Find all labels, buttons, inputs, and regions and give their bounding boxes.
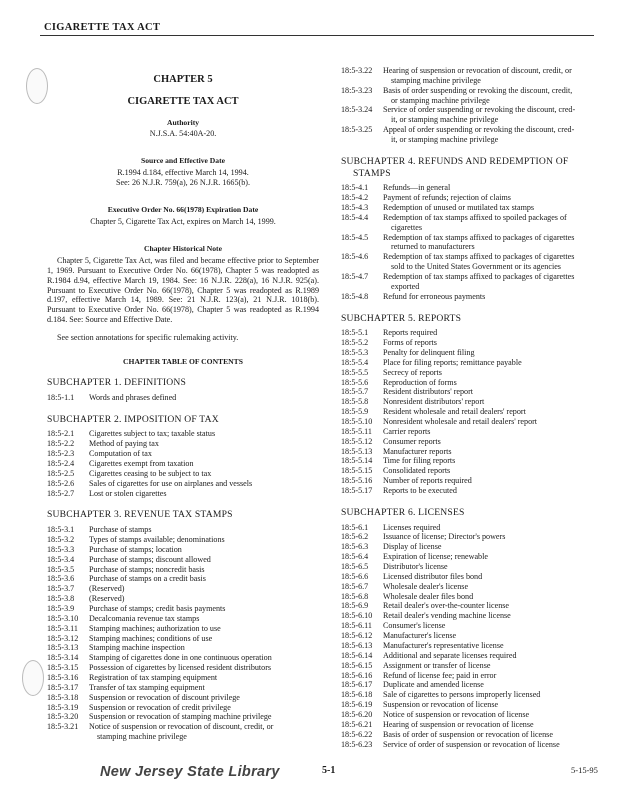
section-title: Nonresident distributors' report [383, 397, 485, 407]
toc-entry [47, 469, 319, 479]
section-number: 18:5-3.14 [47, 653, 79, 663]
toc-entry [341, 661, 603, 671]
source-line: R.1994 d.184, effective March 14, 1994. [117, 167, 249, 177]
section-number: 18:5-6.12 [341, 631, 373, 641]
section-number: 18:5-4.5 [341, 232, 369, 242]
section-title: Manufacturer's license [383, 631, 457, 641]
toc-entry [341, 552, 603, 562]
section-title: Method of paying tax [89, 439, 159, 449]
section-number: 18:5-4.6 [341, 252, 369, 262]
section-title: Suspension or revocation of stamping machine privilege [89, 712, 272, 722]
section-title: Wholesale dealer's license [383, 581, 469, 591]
toc-entry [47, 393, 319, 403]
section-number: 18:5-6.23 [341, 739, 373, 749]
section-number: 18:5-5.7 [341, 387, 369, 397]
section-number: 18:5-2.5 [47, 468, 75, 478]
section-title: Computation of tax [89, 449, 152, 459]
section-title: Redemption of tax stamps affixed to packages of cigarettes exported [381, 272, 603, 292]
section-number: 18:5-1.1 [47, 392, 75, 402]
section-number: 18:5-5.4 [341, 357, 369, 367]
section-number: 18:5-5.9 [341, 407, 369, 417]
toc-entry [47, 712, 319, 722]
toc-entry [341, 348, 603, 358]
right-toc [341, 156, 603, 750]
section-title: Suspension or revocation of license [383, 700, 499, 710]
subchapter-heading: SUBCHAPTER 5. REPORTS [341, 312, 462, 324]
toc-entry-continuation: stamping machine privilege [97, 732, 187, 742]
toc-entry [341, 572, 603, 582]
section-number: 18:5-6.14 [341, 650, 373, 660]
section-number: 18:5-2.4 [47, 459, 75, 468]
section-title: Refund of license fee; paid in error [383, 670, 497, 680]
toc-entry [47, 449, 319, 459]
section-title: Time for filing reports [383, 456, 456, 466]
section-title: Suspension or revocation of discount privilege [89, 692, 240, 702]
authority-text: N.J.S.A. 54:40A-20. [149, 128, 217, 138]
section-number: 18:5-3.21 [47, 722, 79, 732]
toc-entry [341, 542, 603, 552]
source-heading: Source and Effective Date [140, 155, 225, 165]
toc-entry [341, 740, 603, 750]
toc-entry [341, 66, 603, 86]
section-title: Assignment or transfer of license [383, 660, 491, 670]
section-number: 18:5-3.8 [47, 594, 75, 604]
toc-entry [47, 663, 319, 673]
section-title: Reports required [383, 328, 438, 338]
section-number: 18:5-6.5 [341, 562, 369, 572]
section-title: Reproduction of forms [383, 377, 457, 387]
section-number: 18:5-5.3 [341, 348, 369, 358]
section-number: 18:5-5.12 [341, 436, 373, 446]
toc-entry [341, 582, 603, 592]
left-toc [47, 377, 319, 742]
chapter-title: CIGARETTE TAX ACT [127, 95, 239, 107]
library-stamp: New Jersey State Library [100, 764, 280, 780]
section-title: Purchase of stamps [89, 525, 152, 535]
right-column [341, 66, 603, 749]
toc-entry [47, 459, 319, 469]
toc-entry [341, 193, 603, 203]
toc-entry-continuation: it, or stamping machine privilege [391, 115, 499, 125]
right-toc-continued [341, 66, 603, 145]
section-number: 18:5-3.7 [47, 584, 75, 594]
section-number: 18:5-3.5 [47, 564, 75, 574]
section-number: 18:5-6.13 [341, 640, 373, 650]
section-title: Stamping of cigarettes done in one continuous operation [89, 653, 272, 663]
section-number: 18:5-5.16 [341, 476, 373, 486]
section-title: Additional and separate licenses required [383, 650, 517, 660]
section-number: 18:5-3.4 [47, 554, 75, 564]
history-text: Chapter 5, Cigarette Tax Act, was filed and became effective prior to September 1, 1969. Pursuant to Executive Order No. 66(1978), Chapter 5 was readopted as R.1984 d.94, effective March 19, 1984. See: 16 N.J.R. 228(a), 16 N.J.R. 925(a). Pursuant to Executive Order No. 66(1978), Chapter 5 was readopted as R.1989 d.197, effective March 14, 1989. See: 21 N.J.R. 123(a), 21 N.J.R. 1018(b). Pursuant to Executive Order No. 66(1978), Chapter 5 was readopted as R.1994 d.184. See: Source and Effective Date. [47, 256, 319, 325]
toc-entry [341, 252, 603, 272]
subchapter-heading: SUBCHAPTER 3. REVENUE TAX STAMPS [47, 509, 233, 521]
toc-entry [47, 673, 319, 683]
section-title: Forms of reports [383, 338, 437, 348]
toc-entry [341, 562, 603, 572]
section-title: Licensed distributor files bond [383, 571, 483, 581]
toc-entry [341, 680, 603, 690]
section-title: Carrier reports [383, 426, 431, 436]
section-title: Refunds—in general [383, 183, 451, 193]
section-number: 18:5-6.16 [341, 670, 373, 680]
section-number: 18:5-4.4 [341, 212, 369, 222]
section-title: Purchase of stamps; location [89, 544, 182, 554]
section-number: 18:5-2.7 [47, 488, 75, 498]
subchapter-heading: SUBCHAPTER 2. IMPOSITION OF TAX [47, 413, 219, 425]
toc-entry [341, 292, 603, 302]
section-number: 18:5-6.19 [341, 700, 373, 710]
section-title: Duplicate and amended license [383, 680, 484, 690]
toc-entry [341, 466, 603, 476]
section-number: 18:5-3.9 [47, 604, 75, 614]
section-number: 18:5-6.1 [341, 522, 369, 532]
toc-entry [341, 183, 603, 193]
section-number: 18:5-3.18 [47, 692, 79, 702]
section-title: Secrecy of reports [383, 367, 442, 377]
section-number: 18:5-3.12 [47, 633, 79, 643]
toc-entry [47, 584, 319, 594]
toc-entry-continuation: or stamping machine privilege [391, 95, 490, 105]
section-title: (Reserved) [89, 594, 125, 604]
section-number: 18:5-5.6 [341, 377, 369, 387]
section-number: 18:5-6.8 [341, 591, 369, 601]
section-title: Decalcomania revenue tax stamps [89, 613, 200, 623]
section-title: Display of license [383, 542, 442, 552]
left-column [47, 68, 319, 742]
section-number: 18:5-3.16 [47, 673, 79, 683]
section-title: Registration of tax stamping equipment [89, 673, 218, 683]
section-number: 18:5-3.13 [47, 643, 79, 653]
section-number: 18:5-5.15 [341, 466, 373, 476]
section-number: 18:5-6.3 [341, 542, 369, 552]
section-title: Place for filing reports; remittance payable [383, 357, 522, 367]
toc-entry [341, 611, 603, 621]
section-number: 18:5-5.5 [341, 367, 369, 377]
section-title: Sales of cigarettes for use on airplanes and vessels [89, 478, 253, 488]
section-number: 18:5-5.13 [341, 446, 373, 456]
section-number: 18:5-5.8 [341, 397, 369, 407]
section-number: 18:5-4.8 [341, 291, 369, 301]
section-number: 18:5-6.22 [341, 729, 373, 739]
section-title: Resident wholesale and retail dealers' report [383, 407, 526, 417]
source-line: See: 26 N.J.R. 759(a), 26 N.J.R. 1665(b). [116, 177, 250, 187]
toc-entry [341, 378, 603, 388]
toc-entry [341, 213, 603, 233]
section-title: Cigarettes ceasing to be subject to tax [89, 468, 212, 478]
section-title: Lost or stolen cigarettes [89, 488, 167, 498]
section-title: Retail dealer's over-the-counter license [383, 601, 510, 611]
history-heading: Chapter Historical Note [144, 243, 222, 253]
toc-entry [47, 545, 319, 555]
section-title: Stamping machines; conditions of use [89, 633, 213, 643]
toc-entry [341, 397, 603, 407]
section-number: 18:5-3.25 [341, 125, 373, 135]
toc-entry [341, 710, 603, 720]
toc-entry [341, 720, 603, 730]
section-number: 18:5-6.7 [341, 581, 369, 591]
toc-entry [341, 387, 603, 397]
toc-entry [341, 476, 603, 486]
section-number: 18:5-3.24 [341, 105, 373, 115]
section-number: 18:5-3.22 [341, 66, 373, 75]
section-number: 18:5-3.20 [47, 712, 79, 722]
toc-entry-continuation: returned to manufacturers [391, 242, 475, 252]
section-title: Wholesale dealer files bond [383, 591, 474, 601]
toc-entry [341, 690, 603, 700]
section-title: Hearing of suspension or revocation of discount, credit, or stamping machine privilege [381, 66, 603, 86]
toc-entry [341, 427, 603, 437]
section-title: Suspension or revocation of credit privilege [89, 702, 231, 712]
toc-entry [47, 535, 319, 545]
section-title: Stamping machine inspection [89, 643, 185, 653]
toc-entry [341, 272, 603, 292]
toc-entry [47, 624, 319, 634]
section-number: 18:5-2.1 [47, 429, 75, 439]
section-title: Transfer of tax stamping equipment [89, 682, 205, 692]
section-title: Types of stamps available; denominations [89, 535, 225, 544]
section-number: 18:5-3.3 [47, 544, 75, 554]
binder-hole [22, 660, 44, 696]
toc-entry [341, 671, 603, 681]
toc-entry [47, 634, 319, 644]
section-number: 18:5-2.6 [47, 478, 75, 488]
toc-entry [341, 532, 603, 542]
toc-entry [341, 486, 603, 496]
toc-entry [341, 523, 603, 533]
section-number: 18:5-3.19 [47, 702, 79, 712]
section-title: Licenses required [383, 522, 441, 532]
toc-entry [341, 447, 603, 457]
toc-entry [47, 594, 319, 604]
section-number: 18:5-3.23 [341, 85, 373, 95]
section-title: Purchase of stamps on a credit basis [89, 574, 206, 584]
section-title: Manufacturer reports [383, 446, 452, 456]
toc-entry [47, 479, 319, 489]
toc-entry [47, 693, 319, 703]
toc-entry [341, 437, 603, 447]
toc-entry [47, 703, 319, 713]
toc-entry [341, 358, 603, 368]
section-number: 18:5-5.17 [341, 486, 373, 496]
section-title: Redemption of unused or mutilated tax stamps [383, 203, 535, 212]
section-title: Payment of refunds; rejection of claims [383, 193, 511, 203]
toc-entry [341, 86, 603, 106]
section-title: Notice of suspension or revocation of discount, credit, or stamping machine privilege [87, 722, 319, 742]
section-title: Appeal of order suspending or revoking the discount, cred- it, or stamping machine privilege [381, 125, 603, 145]
toc-entry [341, 368, 603, 378]
subchapter-heading: SUBCHAPTER 6. LICENSES [341, 506, 465, 518]
section-title: (Reserved) [89, 584, 125, 594]
toc-entry [341, 338, 603, 348]
section-title: Issuance of license; Director's powers [383, 532, 506, 542]
section-number: 18:5-5.1 [341, 328, 369, 338]
section-number: 18:5-5.2 [341, 338, 369, 348]
section-number: 18:5-6.15 [341, 660, 373, 670]
section-title: Cigarettes exempt from taxation [89, 459, 194, 468]
toc-entry [341, 328, 603, 338]
section-number: 18:5-5.14 [341, 456, 373, 466]
toc-entry [341, 601, 603, 611]
section-number: 18:5-5.11 [341, 426, 372, 436]
section-title: Service of order of suspension or revocation of license [383, 739, 560, 749]
page-date: 5-15-95 [571, 765, 598, 775]
toc-entry [341, 641, 603, 651]
section-title: Refund for erroneous payments [383, 291, 486, 301]
section-number: 18:5-3.15 [47, 663, 79, 673]
section-number: 18:5-5.10 [341, 417, 373, 427]
chapter-number: CHAPTER 5 [153, 74, 213, 85]
section-number: 18:5-6.9 [341, 601, 369, 611]
section-number: 18:5-3.10 [47, 613, 79, 623]
section-title: Purchase of stamps; noncredit basis [89, 564, 205, 574]
toc-entry [341, 621, 603, 631]
section-title: Cigarettes subject to tax; taxable status [89, 429, 216, 439]
toc-entry-continuation: cigarettes [391, 222, 423, 232]
authority-heading: Authority [166, 117, 200, 127]
toc-entry [47, 683, 319, 693]
toc-entry-continuation: sold to the United States Government or its agencies [391, 262, 561, 272]
section-title: Consumer's license [383, 621, 446, 631]
toc-entry [341, 700, 603, 710]
toc-entry [47, 604, 319, 614]
section-title: Possession of cigarettes by licensed resident distributors [89, 663, 272, 673]
toc-entry-continuation: stamping machine privilege [391, 75, 481, 85]
section-number: 18:5-3.2 [47, 535, 75, 544]
toc-entry-continuation: exported [391, 281, 420, 291]
subchapter-heading-continuation: STAMPS [353, 167, 391, 179]
section-title: Sale of cigarettes to persons improperly licensed [383, 690, 541, 700]
section-title: Basis of order of suspension or revocation of license [383, 729, 553, 739]
section-number: 18:5-6.2 [341, 532, 369, 542]
section-title: Expiration of license; renewable [383, 552, 488, 562]
section-title: Manufacturer's representative license [383, 640, 504, 650]
toc-entry [47, 653, 319, 663]
toc-entry [47, 525, 319, 535]
section-number: 18:5-6.17 [341, 680, 373, 690]
toc-entry [341, 417, 603, 427]
section-number: 18:5-4.3 [341, 203, 369, 212]
section-title: Redemption of tax stamps affixed to spoiled packages of cigarettes [381, 213, 603, 233]
section-number: 18:5-6.11 [341, 621, 372, 631]
toc-entry [341, 105, 603, 125]
section-number: 18:5-3.11 [47, 623, 78, 633]
section-number: 18:5-4.1 [341, 183, 369, 193]
eo-text: Chapter 5, Cigarette Tax Act, expires on March 14, 1999. [90, 216, 276, 226]
section-title: Number of reports required [383, 476, 472, 486]
toc-entry [47, 555, 319, 565]
section-title: Hearing of suspension or revocation of license [383, 719, 534, 729]
section-title: Consumer reports [383, 436, 441, 446]
section-number: 18:5-6.18 [341, 690, 373, 700]
section-title: Basis of order suspending or revoking the discount, credit, or stamping machine privilege [381, 86, 603, 106]
section-number: 18:5-6.21 [341, 719, 373, 729]
section-title: Consolidated reports [383, 466, 451, 476]
subchapter-heading: SUBCHAPTER 4. REFUNDS AND REDEMPTION OF STAMPS [341, 156, 603, 179]
section-title: Distributor's license [383, 562, 448, 572]
history-see: See section annotations for specific rulemaking activity. [57, 333, 239, 343]
toc-entry [341, 456, 603, 466]
section-title: Stamping machines; authorization to use [89, 623, 221, 633]
toc-entry [341, 407, 603, 417]
toc-entry [341, 233, 603, 253]
section-number: 18:5-6.4 [341, 552, 369, 562]
section-title: Penalty for delinquent filing [383, 348, 475, 358]
toc-heading: CHAPTER TABLE OF CONTENTS [123, 356, 243, 366]
section-title: Resident distributors' report [383, 387, 474, 397]
running-head: CIGARETTE TAX ACT [44, 22, 161, 33]
toc-entry [341, 631, 603, 641]
toc-entry [341, 730, 603, 740]
section-number: 18:5-6.6 [341, 571, 369, 581]
section-number: 18:5-2.3 [47, 449, 75, 459]
page-number: 5-1 [322, 765, 336, 776]
section-title: Notice of suspension or revocation of license [383, 709, 530, 719]
header-rule [40, 35, 594, 36]
section-number: 18:5-3.17 [47, 682, 79, 692]
section-number: 18:5-4.2 [341, 193, 369, 203]
subchapter-heading: SUBCHAPTER 1. DEFINITIONS [47, 377, 187, 389]
binder-hole [26, 68, 48, 104]
section-title: Reports to be executed [383, 486, 457, 496]
toc-entry [47, 722, 319, 742]
toc-entry [341, 592, 603, 602]
section-title: Nonresident wholesale and retail dealers' report [383, 417, 538, 427]
toc-entry [47, 614, 319, 624]
section-number: 18:5-6.10 [341, 611, 373, 621]
toc-entry [47, 429, 319, 439]
section-title: Purchase of stamps; credit basis payments [89, 604, 226, 614]
section-number: 18:5-4.7 [341, 272, 369, 282]
section-title: Service of order suspending or revoking the discount, cred- it, or stamping machine privilege [381, 105, 603, 125]
toc-entry [341, 651, 603, 661]
section-title: Words and phrases defined [89, 392, 177, 402]
section-number: 18:5-3.1 [47, 525, 75, 535]
toc-entry [47, 565, 319, 575]
section-number: 18:5-3.6 [47, 574, 75, 584]
toc-entry [341, 125, 603, 145]
section-title: Retail dealer's vending machine license [383, 611, 511, 621]
toc-entry [47, 574, 319, 584]
toc-entry [47, 643, 319, 653]
eo-heading: Executive Order No. 66(1978) Expiration Date [107, 204, 259, 214]
section-title: Redemption of tax stamps affixed to packages of cigarettes returned to manufacturers [381, 233, 603, 253]
toc-entry [341, 203, 603, 213]
toc-entry [47, 439, 319, 449]
section-title: Purchase of stamps; discount allowed [89, 554, 211, 564]
section-title: Redemption of tax stamps affixed to packages of cigarettes sold to the United States Government or its agencies [381, 252, 603, 272]
section-number: 18:5-6.20 [341, 709, 373, 719]
section-number: 18:5-2.2 [47, 439, 75, 449]
toc-entry [47, 489, 319, 499]
toc-entry-continuation: it, or stamping machine privilege [391, 135, 499, 145]
